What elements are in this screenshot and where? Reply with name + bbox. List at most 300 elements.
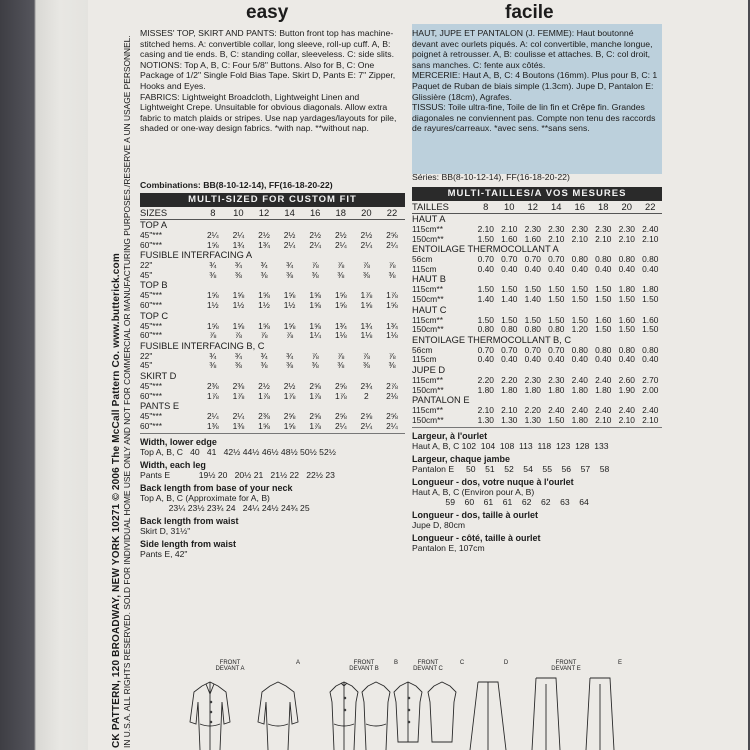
section-title: ENTOILAGE THERMOCOLLANT A bbox=[412, 244, 559, 255]
section-title: JUPE D bbox=[412, 364, 446, 375]
note-title: Side length from waist bbox=[140, 539, 237, 550]
measurement-note bbox=[140, 483, 405, 513]
cell-value: 0.80 bbox=[642, 344, 659, 355]
cell-value: 1.50 bbox=[618, 293, 635, 304]
note-line: 59 60 61 61 62 62 63 64 bbox=[412, 497, 589, 508]
row-label: 115cm** bbox=[412, 314, 444, 325]
sizes-row bbox=[140, 207, 405, 220]
cell-value: 2⅝ bbox=[334, 380, 347, 391]
copyright-line: CK PATTERN, 120 BROADWAY, NEW YORK 10271 © 2006 The McCall Pattern Co. www.butterick.com bbox=[111, 253, 122, 748]
cell-value: 1.50 bbox=[501, 284, 518, 295]
row-label: 56cm bbox=[412, 254, 433, 265]
rights-line: IN U.S.A. ALL RIGHTS RESERVED. SOLD FOR INDIVIDUAL HOME USE ONLY AND NOT FOR COMMERCIAL OR MANUFACTURING PURPOSES./RESERVE A UN USAGE PERSONNEL. bbox=[122, 35, 132, 748]
cell-value: 1⅝ bbox=[206, 239, 219, 250]
section-title: PANTS E bbox=[140, 401, 180, 412]
cell-value: 2⅝ bbox=[334, 411, 347, 422]
cell-value: 2½ bbox=[283, 230, 296, 240]
cell-value: 2⅝ bbox=[283, 411, 296, 422]
tissus-text: TISSUS: Toile ultra-fine, Toile de lin fin et Crêpe fin. Grandes diagonales ne conviennent pas. Compte non tenu des raccords de rayures/carreaux. *avec sens. **sans sens. bbox=[412, 102, 656, 134]
row-label: 115cm** bbox=[412, 374, 444, 385]
cell-value: 18 bbox=[335, 207, 346, 218]
cell-value: 1.50 bbox=[571, 293, 588, 304]
cell-value: 2.10 bbox=[571, 233, 588, 244]
cell-value: 1⅝ bbox=[258, 320, 270, 331]
note-line: Pants E, 42" bbox=[140, 549, 188, 560]
series-label: Séries: BB(8-10-12-14), FF(16-18-20-22) bbox=[412, 172, 570, 182]
view-label-c: FRONT DEVANT C bbox=[413, 660, 443, 672]
sketch-top-c-back bbox=[428, 682, 456, 742]
cell-value: 1¾ bbox=[258, 239, 270, 250]
cell-value: 1⅝ bbox=[258, 420, 270, 431]
cell-value: 1⅝ bbox=[360, 299, 373, 310]
section-title: HAUT C bbox=[412, 304, 447, 315]
cell-value: 2¼ bbox=[360, 239, 373, 250]
cell-value: 1⅝ bbox=[258, 290, 270, 301]
binding-edge bbox=[0, 0, 88, 750]
cell-value: 1.80 bbox=[477, 384, 494, 395]
cell-value: 2¼ bbox=[232, 411, 245, 422]
sketch-top-a-back bbox=[258, 682, 298, 750]
cell-value: ⅞ bbox=[337, 350, 345, 361]
cell-value: 22 bbox=[386, 207, 398, 218]
measurement-note bbox=[412, 533, 662, 553]
cell-value: 1.60 bbox=[642, 314, 659, 325]
cell-value: 1⅝ bbox=[334, 290, 347, 301]
cell-value: 0.70 bbox=[477, 344, 494, 355]
cell-value: 1.50 bbox=[477, 314, 494, 325]
measurement-note bbox=[412, 510, 662, 530]
yardage-row bbox=[140, 301, 405, 311]
cell-value: 1.50 bbox=[548, 284, 565, 295]
cell-value: 1.30 bbox=[501, 414, 518, 425]
view-label-b: FRONT DEVANT B bbox=[349, 660, 379, 672]
cell-value: ⅜ bbox=[362, 360, 370, 371]
row-label: 45"*** bbox=[140, 320, 163, 331]
cell-value: 2 bbox=[364, 390, 369, 401]
yardage-row bbox=[412, 265, 662, 275]
cell-value: ¾ bbox=[286, 350, 294, 361]
cell-value: 2⅝ bbox=[386, 230, 398, 240]
cell-value: 1¼ bbox=[309, 330, 321, 341]
garment-sketches bbox=[180, 672, 680, 750]
cell-value: 2¼ bbox=[334, 239, 347, 250]
cell-value: 2.00 bbox=[642, 384, 659, 395]
cell-value: ⅜ bbox=[286, 360, 294, 371]
cell-value: 1¾ bbox=[334, 320, 347, 331]
cell-value: 2.30 bbox=[618, 224, 635, 234]
row-label: 45" bbox=[140, 360, 153, 371]
measurement-note bbox=[412, 454, 662, 474]
fabrics-text: FABRICS: Lightweight Broadcloth, Lightweight Linen and Lightweight Crepe. Unsuitable for obvious diagonals. Allow extra fabric to match plaids or stripes. Use nap yardages/layouts for pile, shaded or one-way design fabrics. *with nap. **without nap. bbox=[140, 91, 397, 134]
cell-value: 1.50 bbox=[524, 284, 541, 295]
measurement-note bbox=[140, 437, 405, 457]
note-title: Back length from base of your neck bbox=[140, 483, 293, 494]
section-title: FUSIBLE INTERFACING A bbox=[140, 250, 253, 261]
cell-value: 2¼ bbox=[206, 411, 219, 422]
cell-value: 2¼ bbox=[386, 239, 398, 250]
cell-value: 2½ bbox=[258, 380, 270, 391]
cell-value: 2½ bbox=[334, 230, 347, 240]
measurement-note bbox=[140, 539, 405, 559]
cell-value: 20 bbox=[361, 207, 372, 218]
cell-value: 2.10 bbox=[477, 224, 494, 234]
cell-value: 1.50 bbox=[524, 314, 541, 325]
cell-value: ⅜ bbox=[388, 269, 396, 280]
cell-value: 2.10 bbox=[642, 233, 659, 244]
row-label: 22" bbox=[140, 350, 153, 361]
cell-value: 1⅞ bbox=[334, 390, 347, 401]
cell-value: ⅞ bbox=[286, 330, 294, 341]
cell-value: 0.40 bbox=[501, 263, 518, 274]
cell-value: 1.80 bbox=[501, 384, 518, 395]
cell-value: 1.40 bbox=[501, 293, 518, 304]
cell-value: 2.10 bbox=[595, 233, 612, 244]
row-label: 150cm** bbox=[412, 414, 444, 425]
cell-value: ⅜ bbox=[311, 360, 319, 371]
cell-value: 12 bbox=[258, 207, 270, 218]
yardage-row bbox=[412, 235, 662, 245]
cell-value: ⅜ bbox=[388, 360, 396, 371]
row-label: 56cm bbox=[412, 344, 433, 355]
view-label-d: D bbox=[503, 660, 509, 666]
cell-value: 1⅞ bbox=[386, 290, 398, 301]
note-line: Top A, B, C 40 41 42½ 44½ 46½ 48½ 50½ 52½ bbox=[140, 447, 336, 458]
cell-value: 0.40 bbox=[548, 354, 565, 365]
cell-value: 2.20 bbox=[524, 405, 541, 416]
yardage-row bbox=[412, 325, 662, 335]
cell-value: ⅞ bbox=[311, 350, 319, 361]
cell-value: 8 bbox=[483, 201, 489, 212]
cell-value: 1½ bbox=[283, 299, 296, 310]
cell-value: 22 bbox=[645, 201, 656, 212]
cell-value: 2.10 bbox=[595, 414, 612, 425]
note-line: Pants E 19½ 20 20½ 21 21½ 22 22½ 23 bbox=[140, 470, 335, 481]
cell-value: 2⅝ bbox=[360, 411, 373, 422]
cell-value: 2⅜ bbox=[258, 411, 270, 422]
cell-value: 1¾ bbox=[386, 320, 398, 331]
table-bar: MULTI-SIZED FOR CUSTOM FIT bbox=[140, 193, 405, 207]
cell-value: 2.30 bbox=[548, 224, 565, 234]
cell-value: 2.10 bbox=[477, 405, 494, 416]
cell-value: 1⅝ bbox=[283, 420, 296, 431]
cell-value: 1⅝ bbox=[309, 290, 321, 301]
note-line: Jupe D, 80cm bbox=[412, 520, 466, 531]
yardage-row bbox=[412, 416, 662, 426]
cell-value: 1⅞ bbox=[206, 390, 219, 401]
row-label: 115cm bbox=[412, 354, 437, 365]
cell-value: 1.50 bbox=[642, 293, 659, 304]
cell-value: 1⅛ bbox=[386, 330, 398, 341]
row-label: 45"*** bbox=[140, 230, 163, 240]
cell-value: 1⅞ bbox=[232, 390, 245, 401]
cell-value: ⅜ bbox=[337, 360, 345, 371]
cell-value: 2½ bbox=[360, 230, 373, 240]
cell-value: 2.60 bbox=[618, 374, 635, 385]
measurement-note bbox=[412, 431, 662, 451]
view-label-c: C bbox=[459, 660, 465, 666]
cell-value: 2½ bbox=[309, 230, 321, 240]
cell-value: 0.70 bbox=[501, 254, 518, 265]
cell-value: 0.40 bbox=[524, 263, 541, 274]
cell-value: ⅜ bbox=[311, 269, 319, 280]
row-label: 45" bbox=[140, 269, 153, 280]
cell-value: 0.80 bbox=[618, 254, 635, 265]
sketch-pants-e-front bbox=[532, 678, 560, 750]
row-label: 150cm** bbox=[412, 384, 444, 395]
cell-value: 2.10 bbox=[548, 233, 565, 244]
cell-value: 1.60 bbox=[524, 233, 541, 244]
cell-value: 1⅝ bbox=[283, 290, 296, 301]
cell-value: 16 bbox=[574, 201, 585, 212]
sketch-top-b-front bbox=[330, 682, 358, 750]
row-label: 60"*** bbox=[140, 330, 163, 341]
cell-value: 1½ bbox=[206, 299, 219, 310]
cell-value: 1.30 bbox=[477, 414, 494, 425]
section-title: ENTOILAGE THERMOCOLLANT B, C bbox=[412, 334, 572, 345]
table-bar: MULTI-TAILLES/A VOS MESURES bbox=[412, 187, 662, 201]
cell-value: 1⅜ bbox=[232, 420, 245, 431]
cell-value: 2.40 bbox=[642, 224, 659, 234]
cell-value: ⅜ bbox=[209, 269, 217, 280]
cell-value: 2.70 bbox=[642, 374, 659, 385]
cell-value: 1.50 bbox=[595, 324, 612, 335]
cell-value: 0.80 bbox=[571, 254, 588, 265]
cell-value: 1.50 bbox=[642, 324, 659, 335]
note-title: Largeur, à l'ourlet bbox=[412, 431, 488, 442]
cell-value: 1⅝ bbox=[309, 320, 321, 331]
cell-value: 1⅝ bbox=[232, 320, 245, 331]
row-label: 115cm** bbox=[412, 284, 444, 295]
description-text: HAUT, JUPE ET PANTALON (J. FEMME): Haut boutonné devant avec ourlets piqués. A: col convertible, manche longue, poignet à retrousser. A, B: coulisse et attaches. B, C: col droit, sans manches. C: fente aux côtés. bbox=[412, 28, 653, 70]
sizes-row bbox=[412, 201, 662, 214]
note-line: Haut A, B, C (Environ pour A, B) bbox=[412, 487, 535, 498]
cell-value: 1½ bbox=[232, 299, 245, 310]
yardage-row bbox=[412, 355, 662, 365]
cell-value: 1⅞ bbox=[309, 390, 321, 401]
cell-value: 12 bbox=[527, 201, 538, 212]
description-text: MISSES' TOP, SKIRT AND PANTS: Button front top has machine-stitched hems. A: convertible collar, long sleeve, roll-up cuff. A, B: casing and tie ends. B, C: standing collar, sleeveless. C: side slits. bbox=[140, 28, 394, 60]
cell-value: 2¾ bbox=[360, 380, 373, 391]
section-title: TOP A bbox=[140, 220, 168, 230]
yardage-row bbox=[412, 295, 662, 305]
section-title: TOP C bbox=[140, 310, 169, 321]
row-label: 115cm** bbox=[412, 405, 444, 416]
cell-value: ⅞ bbox=[337, 260, 345, 271]
yardage-row bbox=[140, 241, 405, 251]
section-title: HAUT A bbox=[412, 214, 446, 224]
cell-value: 8 bbox=[210, 207, 216, 218]
cell-value: 1.30 bbox=[524, 414, 541, 425]
cell-value: 0.80 bbox=[595, 344, 612, 355]
cell-value: 1.60 bbox=[595, 314, 612, 325]
cell-value: 0.70 bbox=[477, 254, 494, 265]
row-label: 60"*** bbox=[140, 420, 163, 431]
cell-value: 2¼ bbox=[283, 239, 296, 250]
note-title: Width, each leg bbox=[140, 460, 206, 471]
cell-value: 0.40 bbox=[595, 263, 612, 274]
cell-value: 1⅝ bbox=[232, 290, 245, 301]
cell-value: 2.10 bbox=[642, 414, 659, 425]
row-label: 60"*** bbox=[140, 239, 163, 250]
row-label: 45"*** bbox=[140, 411, 163, 422]
section-title: SKIRT D bbox=[140, 370, 177, 381]
cell-value: 1.50 bbox=[571, 284, 588, 295]
french-description bbox=[412, 28, 660, 134]
cell-value: 2¼ bbox=[232, 230, 245, 240]
cell-value: 0.80 bbox=[642, 254, 659, 265]
combinations-label: Combinations: BB(8-10-12-14), FF(16-18-20-22) bbox=[140, 180, 333, 190]
cell-value: 1⅝ bbox=[283, 320, 296, 331]
cell-value: ⅞ bbox=[260, 330, 268, 341]
cell-value: 0.40 bbox=[595, 354, 612, 365]
note-line: 23¼ 23½ 23¾ 24 24¼ 24½ 24¾ 25 bbox=[140, 503, 310, 514]
row-label: 150cm** bbox=[412, 233, 444, 244]
sketch-top-b-back bbox=[362, 682, 390, 750]
cell-value: 1.60 bbox=[501, 233, 518, 244]
cell-value: 1.80 bbox=[548, 384, 565, 395]
cell-value: 1½ bbox=[258, 299, 270, 310]
yardage-row bbox=[140, 392, 405, 402]
measurement-note bbox=[140, 460, 405, 480]
note-title: Longueur - dos, taille à ourlet bbox=[412, 510, 539, 521]
cell-value: 0.80 bbox=[618, 344, 635, 355]
cell-value: 2.40 bbox=[595, 374, 612, 385]
cell-value: 2.10 bbox=[618, 233, 635, 244]
cell-value: 1⅞ bbox=[309, 420, 321, 431]
cell-value: ⅞ bbox=[388, 260, 396, 271]
note-line: Top A, B, C (Approximate for A, B) bbox=[140, 493, 270, 504]
cell-value: ⅜ bbox=[337, 269, 345, 280]
cell-value: 1.90 bbox=[618, 384, 635, 395]
cell-value: 0.70 bbox=[548, 254, 565, 265]
cell-value: ⅜ bbox=[286, 269, 294, 280]
cell-value: 2⅝ bbox=[309, 411, 321, 422]
cell-value: 2.40 bbox=[571, 405, 588, 416]
cell-value: 0.80 bbox=[595, 254, 612, 265]
cell-value: ¾ bbox=[260, 350, 268, 361]
cell-value: ¾ bbox=[234, 350, 242, 361]
mercerie-text: MERCERIE: Haut A, B, C: 4 Boutons (16mm). Plus pour B, C: 1 Paquet de Ruban de biais simple (1.3cm). Jupe D, Pantalon E: Glissière (18cm), Agrafes. bbox=[412, 70, 658, 102]
cell-value: 2.10 bbox=[501, 224, 518, 234]
cell-value: 2.30 bbox=[571, 224, 588, 234]
row-label: 115cm** bbox=[412, 224, 444, 234]
yardage-row bbox=[140, 271, 405, 281]
cell-value: ⅜ bbox=[234, 360, 242, 371]
view-label-a: A bbox=[295, 660, 300, 666]
cell-value: 20 bbox=[621, 201, 632, 212]
cell-value: 2.30 bbox=[524, 374, 541, 385]
note-title: Longueur - dos, votre nuque à l'ourlet bbox=[412, 477, 574, 488]
section-title: PANTALON E bbox=[412, 395, 470, 406]
note-title: Back length from waist bbox=[140, 516, 239, 527]
sketch-skirt-d bbox=[470, 682, 506, 750]
side-copyright-text bbox=[112, 35, 132, 748]
row-label: 45"*** bbox=[140, 380, 163, 391]
cell-value: 0.80 bbox=[548, 324, 565, 335]
cell-value: 2⅛ bbox=[386, 390, 398, 401]
row-label: 60"*** bbox=[140, 299, 163, 310]
cell-value: ⅞ bbox=[209, 330, 217, 341]
measurement-note bbox=[140, 516, 405, 536]
view-label-e: FRONT DEVANT E bbox=[551, 660, 581, 672]
row-label: 150cm** bbox=[412, 324, 444, 335]
cell-value: ⅜ bbox=[209, 360, 217, 371]
cell-value: 1.80 bbox=[642, 284, 659, 295]
cell-value: 1.50 bbox=[571, 314, 588, 325]
sketch-top-c-front bbox=[394, 682, 422, 742]
cell-value: 14 bbox=[551, 201, 562, 212]
cell-value: 2¼ bbox=[206, 230, 219, 240]
note-line: Skirt D, 31½" bbox=[140, 526, 191, 537]
cell-value: 2½ bbox=[283, 380, 296, 391]
yardage-row bbox=[412, 386, 662, 396]
cell-value: ¾ bbox=[209, 350, 217, 361]
cell-value: 0.70 bbox=[548, 344, 565, 355]
cell-value: 2.30 bbox=[524, 224, 541, 234]
cell-value: 0.40 bbox=[642, 263, 659, 274]
cell-value: 1.50 bbox=[595, 284, 612, 295]
cell-value: 1.80 bbox=[618, 284, 635, 295]
cell-value: ⅞ bbox=[388, 350, 396, 361]
cell-value: ⅞ bbox=[362, 260, 370, 271]
section-title: HAUT B bbox=[412, 274, 446, 285]
cell-value: 2⅜ bbox=[206, 380, 219, 391]
cell-value: 2.30 bbox=[548, 374, 565, 385]
cell-value: 0.40 bbox=[501, 354, 518, 365]
cell-value: 10 bbox=[233, 207, 244, 218]
cell-value: 2.40 bbox=[548, 405, 565, 416]
row-label: 60"*** bbox=[140, 390, 163, 401]
cell-value: 2.30 bbox=[595, 224, 612, 234]
cell-value: ⅞ bbox=[234, 330, 242, 341]
yardage-table-french bbox=[412, 187, 662, 553]
notions-text: NOTIONS: Top A, B, C: Four 5/8" Buttons. Also for B, C: One Package of 1/2" Single Fold Bias Tape. Skirt D, Pants E: 7" Zipper, Hooks and Eyes. bbox=[140, 59, 396, 91]
french-heading: facile bbox=[505, 2, 554, 23]
cell-value: 1.80 bbox=[524, 384, 541, 395]
row-label: SIZES bbox=[140, 207, 168, 218]
cell-value: 2.40 bbox=[618, 405, 635, 416]
row-label: 45"*** bbox=[140, 290, 163, 301]
cell-value: 0.80 bbox=[501, 324, 518, 335]
cell-value: ⅜ bbox=[260, 269, 268, 280]
cell-value: 1.50 bbox=[548, 314, 565, 325]
cell-value: 2.10 bbox=[501, 405, 518, 416]
cell-value: 2¼ bbox=[309, 239, 321, 250]
note-title: Width, lower edge bbox=[140, 437, 217, 448]
cell-value: 1⅝ bbox=[206, 290, 219, 301]
note-line: Haut A, B, C 102 104 108 113 118 123 128 133 bbox=[412, 441, 609, 452]
cell-value: 1.80 bbox=[595, 384, 612, 395]
cell-value: 0.80 bbox=[477, 324, 494, 335]
cell-value: 1⅜ bbox=[206, 420, 219, 431]
cell-value: ⅞ bbox=[311, 260, 319, 271]
cell-value: 1¾ bbox=[232, 239, 245, 250]
cell-value: 2.20 bbox=[501, 374, 518, 385]
cell-value: 1⅞ bbox=[258, 390, 270, 401]
cell-value: 1.50 bbox=[548, 414, 565, 425]
yardage-row bbox=[140, 422, 405, 432]
note-line: Pantalon E, 107cm bbox=[412, 543, 485, 554]
cell-value: 1⅞ bbox=[283, 390, 296, 401]
cell-value: ¾ bbox=[234, 260, 242, 271]
view-label-e: E bbox=[617, 660, 622, 666]
cell-value: 1¾ bbox=[360, 320, 373, 331]
cell-value: 14 bbox=[284, 207, 295, 218]
row-label: 22" bbox=[140, 260, 153, 271]
cell-value: 2¼ bbox=[334, 420, 347, 431]
cell-value: 2.40 bbox=[595, 405, 612, 416]
sketch-top-a-front bbox=[190, 682, 230, 750]
